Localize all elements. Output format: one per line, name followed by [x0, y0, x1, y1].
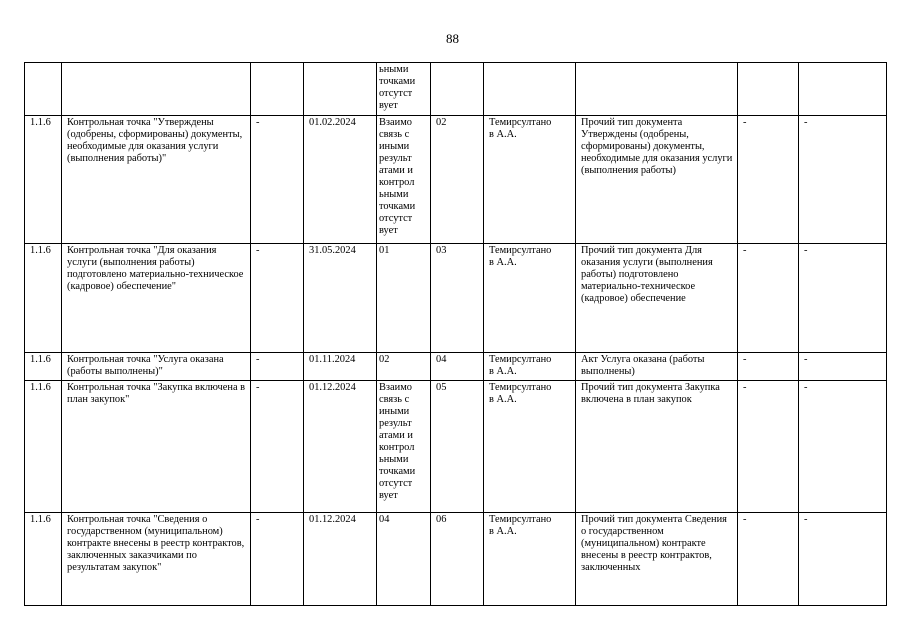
cell-responsible: Темирсултано в А.А.: [484, 244, 576, 353]
cell-related: ьными точками отсутст вует: [377, 63, 431, 116]
cell-related: Взаимо связь с иными результ атами и контрол ьными точками отсутст вует: [377, 116, 431, 244]
cell-col10: -: [799, 244, 887, 353]
cell-col3: -: [251, 513, 304, 606]
cell-code: 04: [431, 353, 484, 381]
cell-code: 06: [431, 513, 484, 606]
cell-date: [304, 63, 377, 116]
cell-document: Прочий тип документа Для оказания услуги (выполнения работы) подготовлено материально-техническое (кадровое) обеспечение: [576, 244, 738, 353]
cell-col10: -: [799, 116, 887, 244]
cell-name: Контрольная точка "Утверждены (одобрены, сформированы) документы, необходимые для оказания услуги (выполнения работы)": [62, 116, 251, 244]
cell-col9: -: [738, 381, 799, 513]
cell-col3: -: [251, 381, 304, 513]
cell-code: 02: [431, 116, 484, 244]
cell-col10: -: [799, 353, 887, 381]
cell-num: 1.1.6: [25, 381, 62, 513]
page-number: 88: [446, 31, 459, 46]
cell-num: 1.1.6: [25, 353, 62, 381]
table-row: [25, 244, 887, 353]
cell-col3: -: [251, 353, 304, 381]
cell-document: [576, 63, 738, 116]
table-row: [25, 353, 887, 381]
cell-num: 1.1.6: [25, 513, 62, 606]
cell-col10: -: [799, 513, 887, 606]
table-row-continuation: [25, 63, 887, 116]
cell-responsible: Темирсултано в А.А.: [484, 116, 576, 244]
cell-related: Взаимо связь с иными результ атами и контрол ьными точками отсутст вует: [377, 381, 431, 513]
table-row: [25, 116, 887, 244]
cell-responsible: Темирсултано в А.А.: [484, 381, 576, 513]
cell-col9: -: [738, 244, 799, 353]
cell-date: 01.12.2024: [304, 381, 377, 513]
cell-col3: -: [251, 116, 304, 244]
cell-name: Контрольная точка "Для оказания услуги (выполнения работы) подготовлено материально-техническое (кадровое) обеспечение": [62, 244, 251, 353]
cell-date: 01.12.2024: [304, 513, 377, 606]
cell-col3: -: [251, 244, 304, 353]
cell-name: Контрольная точка "Сведения о государственном (муниципальном) контракте внесены в реестр контрактов, заключенных заказчиками по результатам закупок": [62, 513, 251, 606]
cell-name: Контрольная точка "Услуга оказана (работы выполнены)": [62, 353, 251, 381]
cell-date: 01.02.2024: [304, 116, 377, 244]
cell-col10: [799, 63, 887, 116]
cell-num: 1.1.6: [25, 244, 62, 353]
cell-col10: -: [799, 381, 887, 513]
cell-name: Контрольная точка "Закупка включена в план закупок": [62, 381, 251, 513]
cell-related: 01: [377, 244, 431, 353]
cell-document: Прочий тип документа Сведения о государственном (муниципальном) контракте внесены в реестр контрактов, заключенных: [576, 513, 738, 606]
cell-related: 04: [377, 513, 431, 606]
cell-col9: -: [738, 513, 799, 606]
table-row: [25, 381, 887, 513]
cell-responsible: Темирсултано в А.А.: [484, 353, 576, 381]
cell-date: 31.05.2024: [304, 244, 377, 353]
cell-responsible: [484, 63, 576, 116]
cell-code: [431, 63, 484, 116]
cell-code: 03: [431, 244, 484, 353]
table-row: [25, 513, 887, 606]
cell-related: 02: [377, 353, 431, 381]
cell-col9: [738, 63, 799, 116]
cell-num: 1.1.6: [25, 116, 62, 244]
cell-date: 01.11.2024: [304, 353, 377, 381]
cell-num: [25, 63, 62, 116]
cell-col3: [251, 63, 304, 116]
cell-document: Прочий тип документа Закупка включена в план закупок: [576, 381, 738, 513]
cell-col9: -: [738, 116, 799, 244]
cell-responsible: Темирсултано в А.А.: [484, 513, 576, 606]
cell-code: 05: [431, 381, 484, 513]
control-points-table: [24, 62, 887, 606]
cell-col9: -: [738, 353, 799, 381]
cell-document: Акт Услуга оказана (работы выполнены): [576, 353, 738, 381]
cell-name: [62, 63, 251, 116]
cell-document: Прочий тип документа Утверждены (одобрены, сформированы) документы, необходимые для оказания услуги (выполнения работы): [576, 116, 738, 244]
